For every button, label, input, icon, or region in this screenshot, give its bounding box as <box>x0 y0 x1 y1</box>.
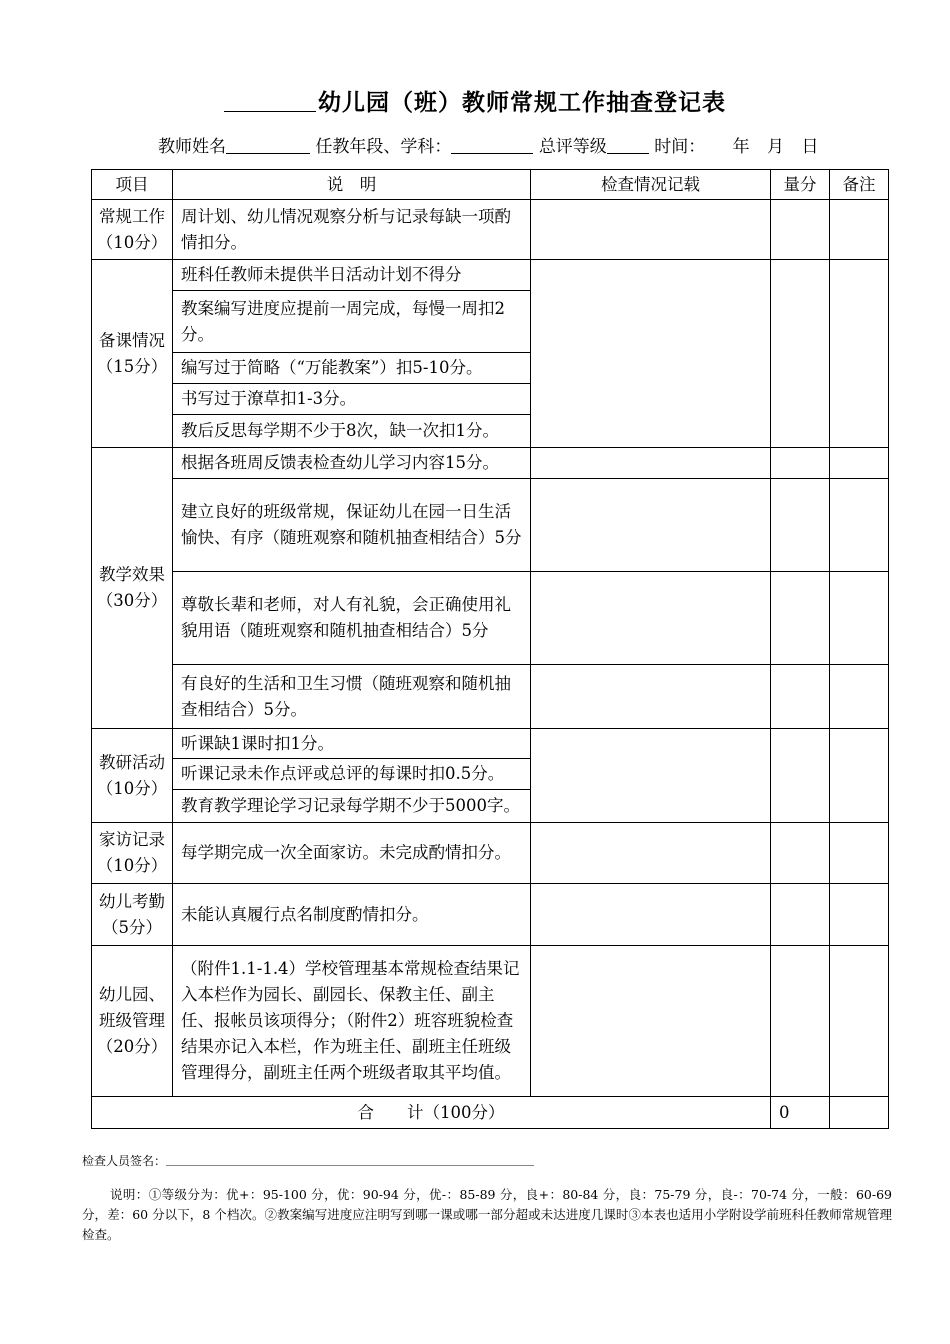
table-row <box>92 479 889 572</box>
table-row <box>92 884 889 946</box>
inspector-signature <box>82 1152 534 1169</box>
description-cell: 教后反思每学期不少于8次，缺一次扣1分。 <box>173 415 531 448</box>
description-cell: 有良好的生活和卫生习惯（随班观察和随机抽查相结合）5分。 <box>173 665 531 729</box>
remark-cell[interactable] <box>830 448 889 479</box>
section-cell <box>92 200 173 260</box>
score-cell[interactable] <box>771 572 830 665</box>
month-label: 月 <box>767 137 785 157</box>
grade-subject-line <box>451 137 533 154</box>
table-header-row <box>92 170 889 200</box>
total-row <box>92 1097 889 1129</box>
score-cell[interactable] <box>771 729 830 823</box>
score-cell[interactable] <box>771 479 830 572</box>
record-cell[interactable] <box>531 884 771 946</box>
kindergarten-name-blank <box>224 89 316 112</box>
record-cell[interactable] <box>531 448 771 479</box>
record-cell[interactable] <box>531 946 771 1097</box>
remark-cell[interactable] <box>830 260 889 448</box>
header-info <box>158 132 818 157</box>
remark-cell[interactable] <box>830 665 889 729</box>
section-name: 备课情况 <box>99 330 165 350</box>
section-points: （10分） <box>96 778 168 798</box>
section-points: （30分） <box>96 591 168 610</box>
remark-cell[interactable] <box>830 823 889 884</box>
total-remark-cell[interactable] <box>830 1097 889 1129</box>
score-cell[interactable] <box>771 946 830 1097</box>
table-row <box>92 946 889 1097</box>
section-cell <box>92 884 173 946</box>
header-record: 检查情况记载 <box>531 170 771 200</box>
page-title: 幼儿园（班）教师常规工作抽查登记表 <box>0 84 950 117</box>
score-cell[interactable] <box>771 448 830 479</box>
description-cell: 书写过于潦草扣1-3分。 <box>173 384 531 415</box>
signature-label: 检查人员签名： <box>82 1154 167 1168</box>
overall-grade-label: 总评等级 <box>538 137 607 157</box>
table-row <box>92 823 889 884</box>
description-cell: 听课缺1课时扣1分。 <box>173 729 531 759</box>
overall-grade-line <box>607 137 649 154</box>
section-cell <box>92 260 173 448</box>
header-item: 项目 <box>92 170 173 200</box>
description-cell: 建立良好的班级常规，保证幼儿在园一日生活愉快、有序（随班观察和随机抽查相结合）5分 <box>173 479 531 572</box>
section-cell <box>92 448 173 729</box>
section-name: 幼儿园、班级管理 <box>99 985 165 1030</box>
header-score: 量分 <box>771 170 830 200</box>
record-cell[interactable] <box>531 823 771 884</box>
section-name: 教研活动 <box>99 752 165 772</box>
record-cell[interactable] <box>531 260 771 448</box>
remark-cell[interactable] <box>830 729 889 823</box>
remark-cell[interactable] <box>830 479 889 572</box>
signature-line[interactable] <box>166 1165 534 1166</box>
table-row <box>92 448 889 479</box>
table-row <box>92 729 889 759</box>
score-cell[interactable] <box>771 200 830 260</box>
table-row <box>92 260 889 291</box>
record-cell[interactable] <box>531 572 771 665</box>
score-cell[interactable] <box>771 823 830 884</box>
description-cell: 每学期完成一次全面家访。未完成酌情扣分。 <box>173 823 531 884</box>
score-cell[interactable] <box>771 260 830 448</box>
description-cell: 编写过于简略（“万能教案”）扣5-10分。 <box>173 353 531 384</box>
section-cell <box>92 946 173 1097</box>
description-cell: 听课记录未作点评或总评的每课时扣0.5分。 <box>173 759 531 790</box>
inspection-table <box>91 169 889 1129</box>
record-cell[interactable] <box>531 200 771 260</box>
day-label: 日 <box>801 137 819 157</box>
year-label: 年 <box>732 137 750 157</box>
score-cell[interactable] <box>771 884 830 946</box>
section-cell <box>92 729 173 823</box>
record-cell[interactable] <box>531 665 771 729</box>
section-cell <box>92 823 173 884</box>
section-name: 家访记录 <box>99 830 165 849</box>
remark-cell[interactable] <box>830 946 889 1097</box>
explanation-note: 说明：①等级分为：优+：95-100 分，优：90-94 分，优-：85-89 分，良+：80-84 分，良：75-79 分，良-：70-74 分，一般：60-69 分，差：60 分以下，8 个档次。②教案编写进度应注明写到哪一课或哪一部分超或未达进度几课时③本表也适用小学附设学前班科任教师常规管理检查。 <box>82 1187 892 1242</box>
section-points: （10分） <box>96 232 168 252</box>
table-row <box>92 665 889 729</box>
description-cell: 教育教学理论学习记录每学期不少于5000字。 <box>173 790 531 823</box>
description-cell: 周计划、幼儿情况观察分析与记录每缺一项酌情扣分。 <box>173 200 531 260</box>
section-points: （15分） <box>96 356 168 376</box>
description-cell: 尊敬长辈和老师，对人有礼貌，会正确使用礼貌用语（随班观察和随机抽查相结合）5分 <box>173 572 531 665</box>
record-cell[interactable] <box>531 729 771 823</box>
total-label: 合 计（100分） <box>92 1097 771 1129</box>
teacher-name-line <box>226 137 310 154</box>
remark-cell[interactable] <box>830 884 889 946</box>
remark-cell[interactable] <box>830 200 889 260</box>
score-cell[interactable] <box>771 665 830 729</box>
time-label: 时间： <box>654 137 706 157</box>
description-cell: （附件1.1-1.4）学校管理基本常规检查结果记入本栏作为园长、副园长、保教主任、副主任、报帐员该项得分；（附件2）班容班貌检查结果亦记入本栏，作为班主任、副班主任班级管理得分，副班主任两个班级者取其平均值。 <box>173 946 531 1097</box>
description-cell: 班科任教师未提供半日活动计划不得分 <box>173 260 531 291</box>
section-points: （20分） <box>96 1037 168 1056</box>
section-points: （5分） <box>102 917 162 937</box>
section-points: （10分） <box>96 856 168 875</box>
remark-cell[interactable] <box>830 572 889 665</box>
description-cell: 未能认真履行点名制度酌情扣分。 <box>173 884 531 946</box>
header-description: 说 明 <box>173 170 531 200</box>
table-row <box>92 200 889 260</box>
header-remark: 备注 <box>830 170 889 200</box>
teacher-name-label: 教师姓名 <box>158 137 226 157</box>
total-score: 0 <box>771 1097 830 1129</box>
record-cell[interactable] <box>531 479 771 572</box>
section-name: 幼儿考勤 <box>99 891 165 911</box>
description-cell: 根据各班周反馈表检查幼儿学习内容15分。 <box>173 448 531 479</box>
description-cell: 教案编写进度应提前一周完成，每慢一周扣2分。 <box>173 291 531 353</box>
grade-subject-label: 任教年段、学科： <box>315 137 452 157</box>
table-row <box>92 572 889 665</box>
section-name: 常规工作 <box>99 206 165 226</box>
section-name: 教学效果 <box>99 565 165 584</box>
